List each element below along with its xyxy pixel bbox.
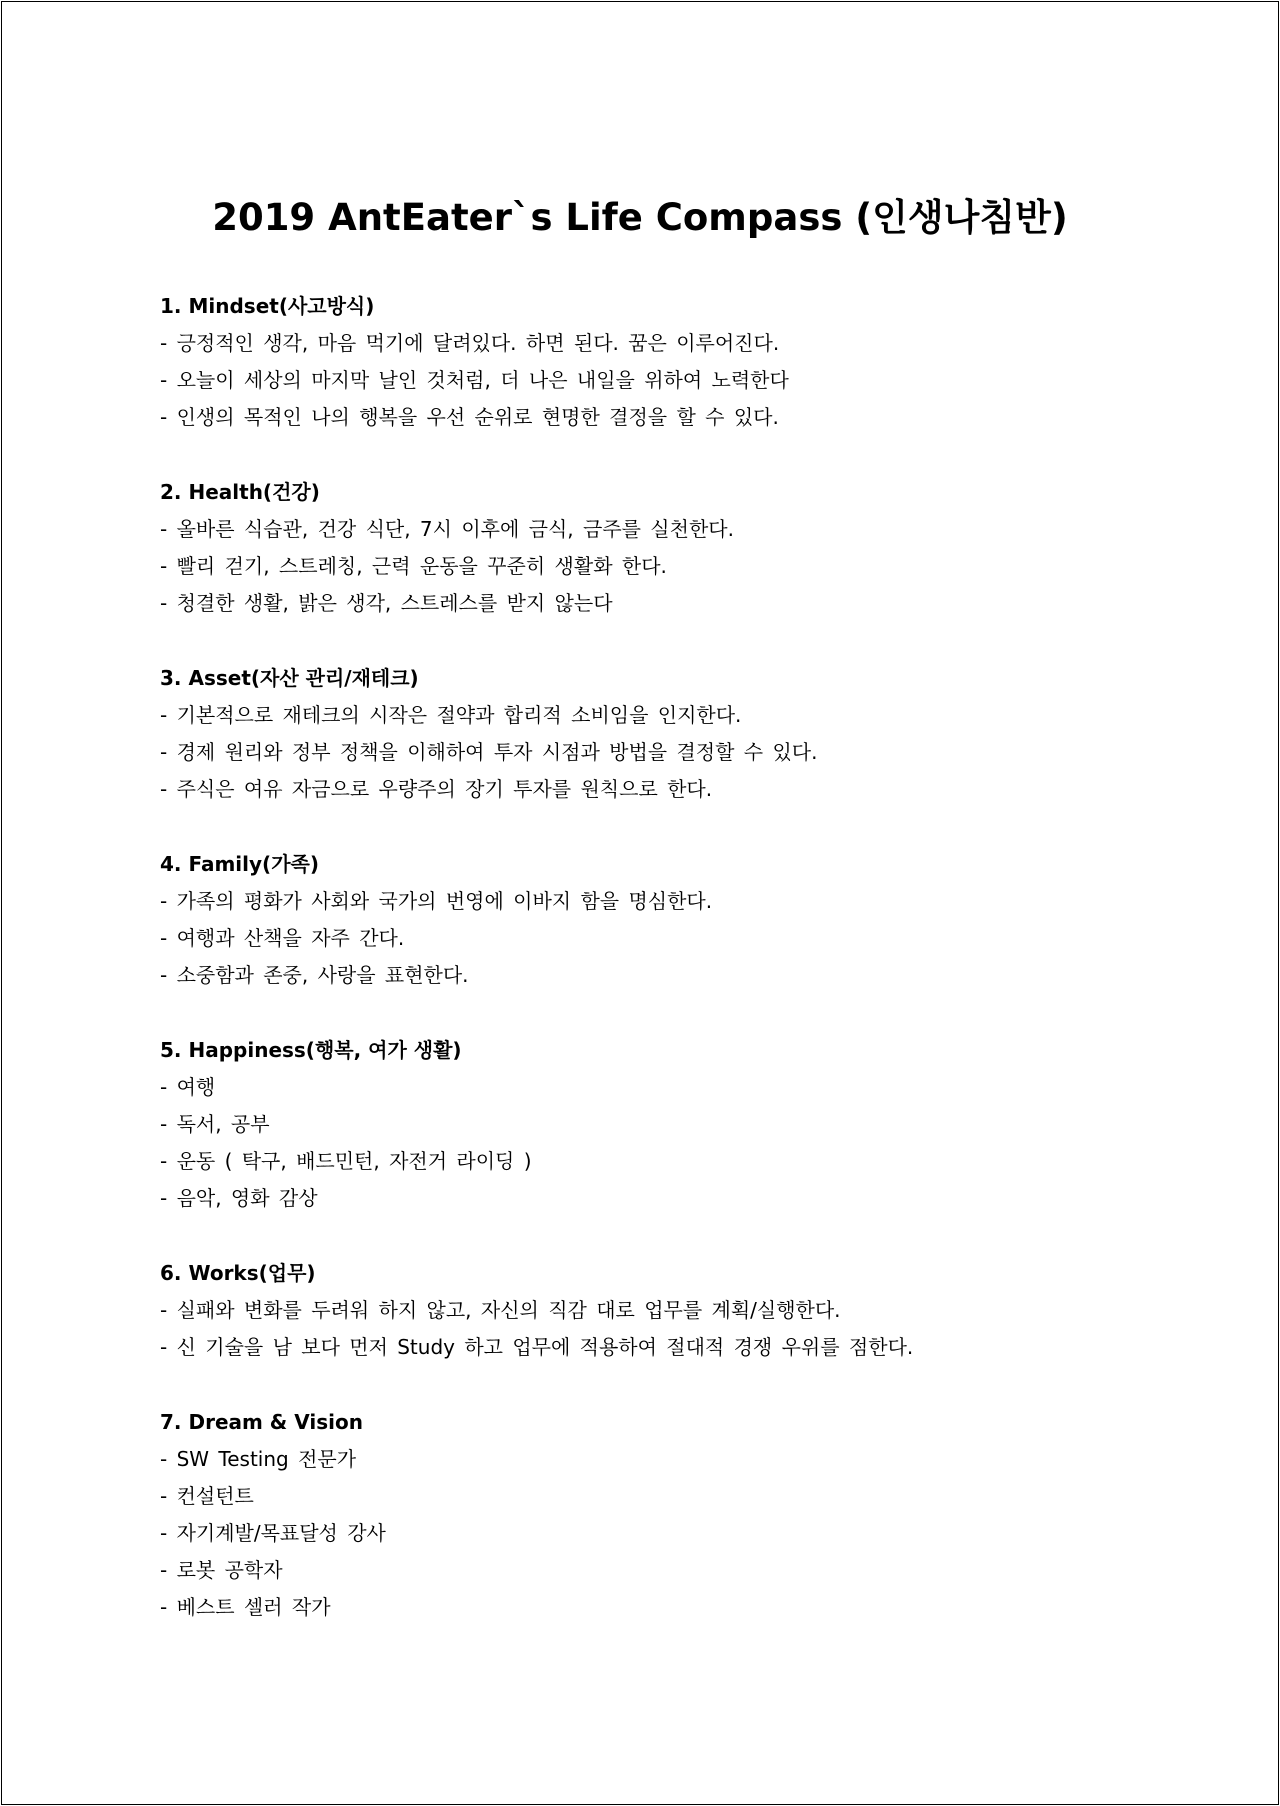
list-item: - 음악, 영화 감상 (160, 1186, 318, 1210)
section-heading: 1. Mindset(사고방식) (160, 294, 375, 318)
list-item: - 긍정적인 생각, 마음 먹기에 달려있다. 하면 된다. 꿈은 이루어진다. (160, 331, 780, 355)
document-content (160, 288, 1220, 1664)
section-heading: 7. Dream & Vision (160, 1410, 363, 1434)
list-item: - 청결한 생활, 밝은 생각, 스트레스를 받지 않는다 (160, 591, 613, 615)
document-title: 2019 AntEater`s Life Compass (인생나침반) (212, 196, 1068, 239)
section-happiness (160, 1032, 1220, 1217)
section-item-list (160, 883, 1220, 994)
list-item: - 여행 (160, 1075, 216, 1099)
list-item: - 올바른 식습관, 건강 식단, 7시 이후에 금식, 금주를 실천한다. (160, 517, 734, 541)
list-item: - 실패와 변화를 두려워 하지 않고, 자신의 직감 대로 업무를 계획/실행한다. (160, 1298, 841, 1322)
section-item-list (160, 1292, 1220, 1366)
section-heading: 5. Happiness(행복, 여가 생활) (160, 1038, 462, 1062)
section-heading: 6. Works(업무) (160, 1261, 316, 1285)
section-heading: 2. Health(건강) (160, 480, 320, 504)
section-item-list (160, 325, 1220, 436)
list-item: - 독서, 공부 (160, 1112, 270, 1136)
list-item: - 경제 원리와 정부 정책을 이해하여 투자 시점과 방법을 결정할 수 있다. (160, 740, 818, 764)
section-mindset (160, 288, 1220, 436)
list-item: - 빨리 걷기, 스트레칭, 근력 운동을 꾸준히 생활화 한다. (160, 554, 667, 578)
list-item: - 여행과 산책을 자주 간다. (160, 926, 405, 950)
section-item-list (160, 1441, 1220, 1626)
section-heading: 3. Asset(자산 관리/재테크) (160, 666, 419, 690)
list-item: - 로봇 공학자 (160, 1558, 283, 1582)
list-item: - 가족의 평화가 사회와 국가의 번영에 이바지 함을 명심한다. (160, 889, 713, 913)
list-item: - 신 기술을 남 보다 먼저 Study 하고 업무에 적용하여 절대적 경쟁 우위를 점한다. (160, 1335, 914, 1359)
section-family (160, 846, 1220, 994)
list-item: - 인생의 목적인 나의 행복을 우선 순위로 현명한 결정을 할 수 있다. (160, 405, 779, 429)
section-item-list (160, 697, 1220, 808)
list-item: - 기본적으로 재테크의 시작은 절약과 합리적 소비임을 인지한다. (160, 703, 742, 727)
section-item-list (160, 1069, 1220, 1217)
list-item: - 소중함과 존중, 사랑을 표현한다. (160, 963, 469, 987)
document-page (1, 1, 1279, 1805)
list-item: - 오늘이 세상의 마지막 날인 것처럼, 더 나은 내일을 위하여 노력한다 (160, 368, 789, 392)
section-works (160, 1255, 1220, 1366)
list-item: - 자기계발/목표달성 강사 (160, 1521, 386, 1545)
section-dream-vision (160, 1404, 1220, 1626)
list-item: - 컨설턴트 (160, 1484, 254, 1508)
section-health (160, 474, 1220, 622)
section-heading: 4. Family(가족) (160, 852, 319, 876)
list-item: - SW Testing 전문가 (160, 1447, 357, 1471)
section-item-list (160, 511, 1220, 622)
list-item: - 베스트 셀러 작가 (160, 1595, 331, 1619)
list-item: - 주식은 여유 자금으로 우량주의 장기 투자를 원칙으로 한다. (160, 777, 713, 801)
list-item: - 운동 ( 탁구, 배드민턴, 자전거 라이딩 ) (160, 1149, 532, 1173)
section-asset (160, 660, 1220, 808)
